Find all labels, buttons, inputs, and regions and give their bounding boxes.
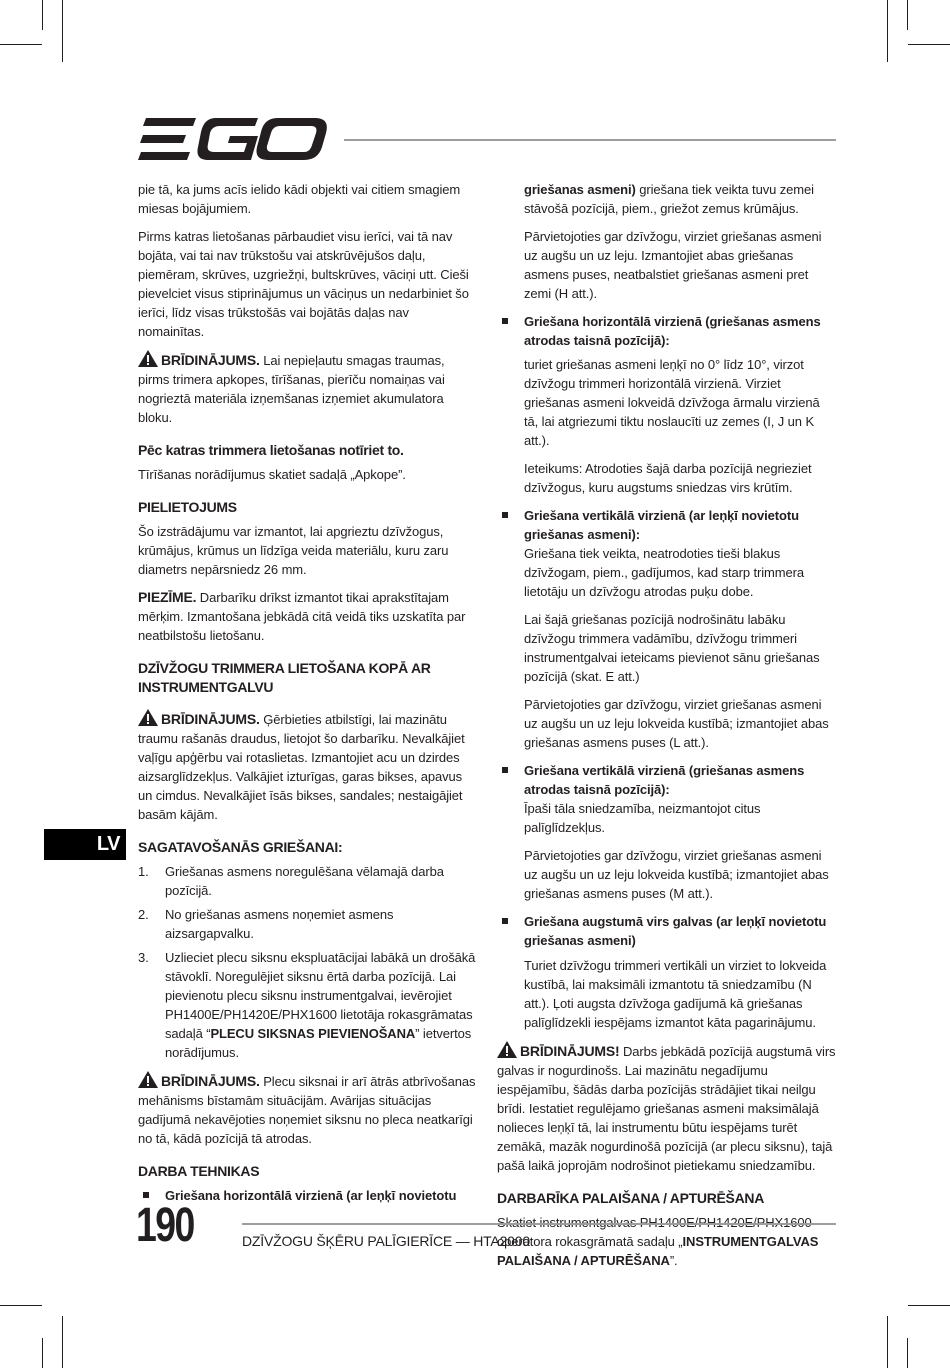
warning-title: BRĪDINĀJUMS! (520, 1043, 620, 1059)
paragraph: Ieteikums: Atrodoties šajā darba pozīcijā negrieziet dzīvžogus, kuru augstums sniedzas virs krūtīm. (524, 461, 812, 495)
list-item (497, 912, 837, 1032)
paragraph: Šo izstrādājumu var izmantot, lai apgrieztu dzīvžogus, krūmājus, krūmus un līdzīga veida materiālu, kuru zaru diametrs nepārsniedz 26 mm. (138, 524, 449, 577)
crop-mark (887, 1316, 888, 1368)
paragraph: Lai šajā griešanas pozīcijā nodrošinātu labāku dzīvžogu trimmera vadāmību, dzīvžogu trimmeri instrumentgalvai ieteicams pievienot sānu griešanas pozīcijā (skat. E att.) (524, 612, 820, 684)
note-text: Darbarīku drīkst izmantot tikai aprakstītajam mērķim. Izmantošana jebkādā citā veidā tiks uzskatīta par neatbilstošu lietošanu. (138, 590, 466, 643)
crop-mark (907, 0, 908, 30)
paragraph: Tīrīšanas norādījumus skatiet sadaļā „Apkope”. (138, 467, 406, 482)
warning-triangle-icon (138, 350, 158, 367)
crop-mark (62, 1316, 63, 1368)
step-number: 1. (138, 864, 149, 879)
warning-triangle-icon (138, 1071, 158, 1088)
step-text: ” ietvertos norādījumus. (165, 1026, 472, 1060)
paragraph: Pārvietojoties gar dzīvžogu, virziet griešanas asmeni uz augšu un uz leju lokveida kustībā; izmantojiet abas griešanas asmens puses (L att.). (524, 697, 829, 750)
footer-rule (242, 1223, 836, 1225)
crop-mark (0, 44, 42, 45)
list-item (497, 312, 837, 497)
paragraph: Īpaši tāla sniedzamība, neizmantojot citus palīglīdzekļus. (524, 801, 761, 835)
warning-block (497, 1041, 837, 1175)
paragraph (524, 180, 837, 218)
page-number: 190 (136, 1199, 194, 1252)
warning-block (138, 1071, 478, 1148)
warning-title: BRĪDINĀJUMS. (161, 1073, 260, 1089)
warning-triangle-icon (497, 1041, 517, 1058)
warning-block (138, 709, 478, 824)
section-heading: DARBARĪKA PALAIŠANA / APTURĒŠANA (497, 1190, 765, 1206)
paragraph: Turiet dzīvžogu trimmeri vertikāli un virziet to lokveida kustībā, lai maksimāli izmantotu tā sniedzamību (N att.). Ļoti augsta dzīvžoga gadījumā kā griešanas palīglīdzekli iespējams izmantot kāta pagarinājumu. (524, 958, 827, 1030)
section-heading: SAGATAVOŠANĀS GRIEŠANAI: (138, 839, 343, 855)
paragraph-text: griešana tiek veikta tuvu zemei stāvošā pozīcijā, piem., griežot zemus krūmājus. (524, 182, 814, 216)
header-rule (344, 139, 836, 141)
section-heading: Pēc katras trimmera lietošanas notīriet to. (138, 442, 404, 458)
paragraph-text: operatora rokasgrāmatā sadaļu „ (497, 1234, 683, 1249)
step-text: Griešanas asmens noregulēšana vēlamajā darba pozīcijā. (165, 864, 444, 898)
list-item-title: Griešana horizontālā virzienā (griešanas asmens atrodas taisnā pozīcijā): (524, 314, 821, 348)
warning-text: Plecu siksnai ir arī ātrās atbrīvošanas mehānisms bīstamām situācijām. Avārijas situācijas gadījumā nekavējoties noņemiet siksnu no pleca neatkarīgi no tā, kādā pozīcijā tā atrodas. (138, 1074, 476, 1146)
steps-list (138, 862, 478, 1062)
warning-title: BRĪDINĀJUMS. (161, 352, 260, 368)
square-bullet-icon (502, 512, 508, 518)
section-heading: DARBA TEHNIKAS (138, 1163, 260, 1179)
list-item-title: Griešana horizontālā virzienā (ar leņķī novietotu (165, 1188, 457, 1203)
step-text: Uzlieciet plecu siksnu ekspluatācijai labākā un drošākā stāvoklī. Noregulējiet siksnu ērtā darba pozīcijā. Lai pievienotu plecu siksnu instrumentgalvai, ievērojiet PH1400E/PH1420E/PHX1600 lietotāja rokasgrāmatas sadaļā “ (165, 950, 476, 1041)
list-item-title: Griešana vertikālā virzienā (griešanas asmens atrodas taisnā pozīcijā): (524, 763, 805, 797)
square-bullet-icon (502, 918, 508, 924)
list-item (497, 506, 837, 752)
paragraph: turiet griešanas asmeni leņķī no 0° līdz 10°, virzot dzīvžogu trimmeri horizontālā virzienā. Virziet griešanas asmeni lokveidā dzīvžoga ārmalu virzienā tā, lai atgriezumi tiktu noslaucīti uz zemes (I, J un K att.). (524, 357, 820, 448)
crop-mark (907, 1338, 908, 1368)
paragraph (497, 1213, 837, 1270)
crop-mark (62, 0, 63, 62)
bold-text: INSTRUMENTGALVAS PALAIŠANA / APTURĒŠANA (497, 1234, 819, 1268)
step-text: No griešanas asmens noņemiet asmens aizsargapvalku. (165, 907, 394, 941)
paragraph: Griešana tiek veikta, neatrodoties tieši blakus dzīvžogam, piem., gadījumos, kad starp trimmera lietotāju un dzīvžogu atrodas puķu dobe. (524, 546, 804, 599)
list-item (138, 905, 478, 943)
footer-title: DZĪVŽOGU ŠĶĒRU PALĪGIERĪCE — HTA2000 (242, 1233, 530, 1249)
warning-text: Ģērbieties atbilstīgi, lai mazinātu traumu rašanās draudus, lietojot šo darbarīku. Nevalkājiet vaļīgu apģērbu vai rotaslietas. Izmantojiet acu un dzirdes aizsarglīdzekļus. Valkājiet izturīgas, garas bikses, apavus un cimdus. Nevalkājiet īsās bikses, sandales; nestaigājiet basām kājām. (138, 712, 465, 822)
step-number: 3. (138, 950, 149, 965)
warning-title: BRĪDINĀJUMS. (161, 711, 260, 727)
square-bullet-icon (502, 767, 508, 773)
list-continuation (497, 180, 837, 303)
left-column (138, 180, 478, 1212)
paragraph: Pārvietojoties gar dzīvžogu, virziet griešanas asmeni uz augšu un uz leju lokveida kustībā; izmantojiet abas griešanas asmens puses (M att.). (524, 848, 829, 901)
crop-mark (42, 1338, 43, 1368)
warning-text: Lai nepieļautu smagas traumas, pirms trimera apkopes, tīrīšanas, pierīču nomaiņas vai nogrieztā materiāla izņemšanas izņemiet akumulatora bloku. (138, 353, 445, 425)
step-text-bold: PLECU SIKSNAS PIEVIENOŠANA (210, 1026, 416, 1041)
ego-logo (138, 118, 328, 162)
crop-mark (908, 1305, 950, 1306)
list-item (138, 862, 478, 900)
paragraph: pie tā, ka jums acīs ielido kādi objekti vai citiem smagiem miesas bojājumiem. (138, 182, 461, 216)
warning-text: Darbs jebkādā pozīcijā augstumā virs galvas ir nogurdinošs. Lai mazinātu negadījumu iespējamību, šādās darba pozīcijās strādājiet tikai neilgu brīdi. Iestatiet regulējamo griešanas asmeni maksimālajā nolieces leņķī tā, lai instrumentu būtu iespējams turēt zemākā, mazāk nogurdinošā pozīcijā (ar plecu siksnu), tajā pašā laikā joprojām nodrošinot pietiekamu sniedzamību. (497, 1044, 836, 1173)
section-heading: PIELIETOJUMS (138, 499, 237, 515)
paragraph: Pārvietojoties gar dzīvžogu, virziet griešanas asmeni uz augšu un uz leju. Izmantojiet abas griešanas asmens puses, neatbalstiet griešanas asmeni pret zemi (H att.). (524, 229, 822, 301)
step-number: 2. (138, 907, 149, 922)
paragraph-text: ”. (669, 1253, 678, 1268)
crop-mark (42, 0, 43, 30)
list-item-title: Griešana vertikālā virzienā (ar leņķī novietotu griešanas asmeni): (524, 508, 799, 542)
warning-triangle-icon (138, 709, 158, 726)
list-item (497, 761, 837, 903)
bold-text: griešanas asmeni) (524, 182, 636, 197)
crop-mark (908, 44, 950, 45)
language-tab: LV (44, 829, 126, 860)
section-heading: DZĪVŽOGU TRIMMERA LIETOŠANA KOPĀ AR INSTRUMENTGALVU (138, 660, 431, 695)
list-item-title: Griešana augstumā virs galvas (ar leņķī novietotu griešanas asmeni) (524, 914, 827, 948)
square-bullet-icon (502, 318, 508, 324)
note-block (138, 588, 478, 645)
warning-block (138, 350, 478, 427)
paragraph: Pirms katras lietošanas pārbaudiet visu ierīci, vai tā nav bojāta, vai tai nav trūkstošu vai atskrūvējušos daļu, piemēram, skrūves, uzgriežņi, bultskrūves, vāciņi utt. Cieši pievelciet visus stiprinājumus un vāciņus un nedarbiniet šo ierīci, līdz visas trūkstošās vai bojātās daļas nav nomainītas. (138, 229, 469, 339)
right-column (497, 180, 837, 1279)
note-title: PIEZĪME. (138, 589, 197, 605)
list-item (138, 948, 478, 1062)
technique-list (497, 312, 837, 1032)
crop-mark (887, 0, 888, 62)
crop-mark (0, 1305, 42, 1306)
